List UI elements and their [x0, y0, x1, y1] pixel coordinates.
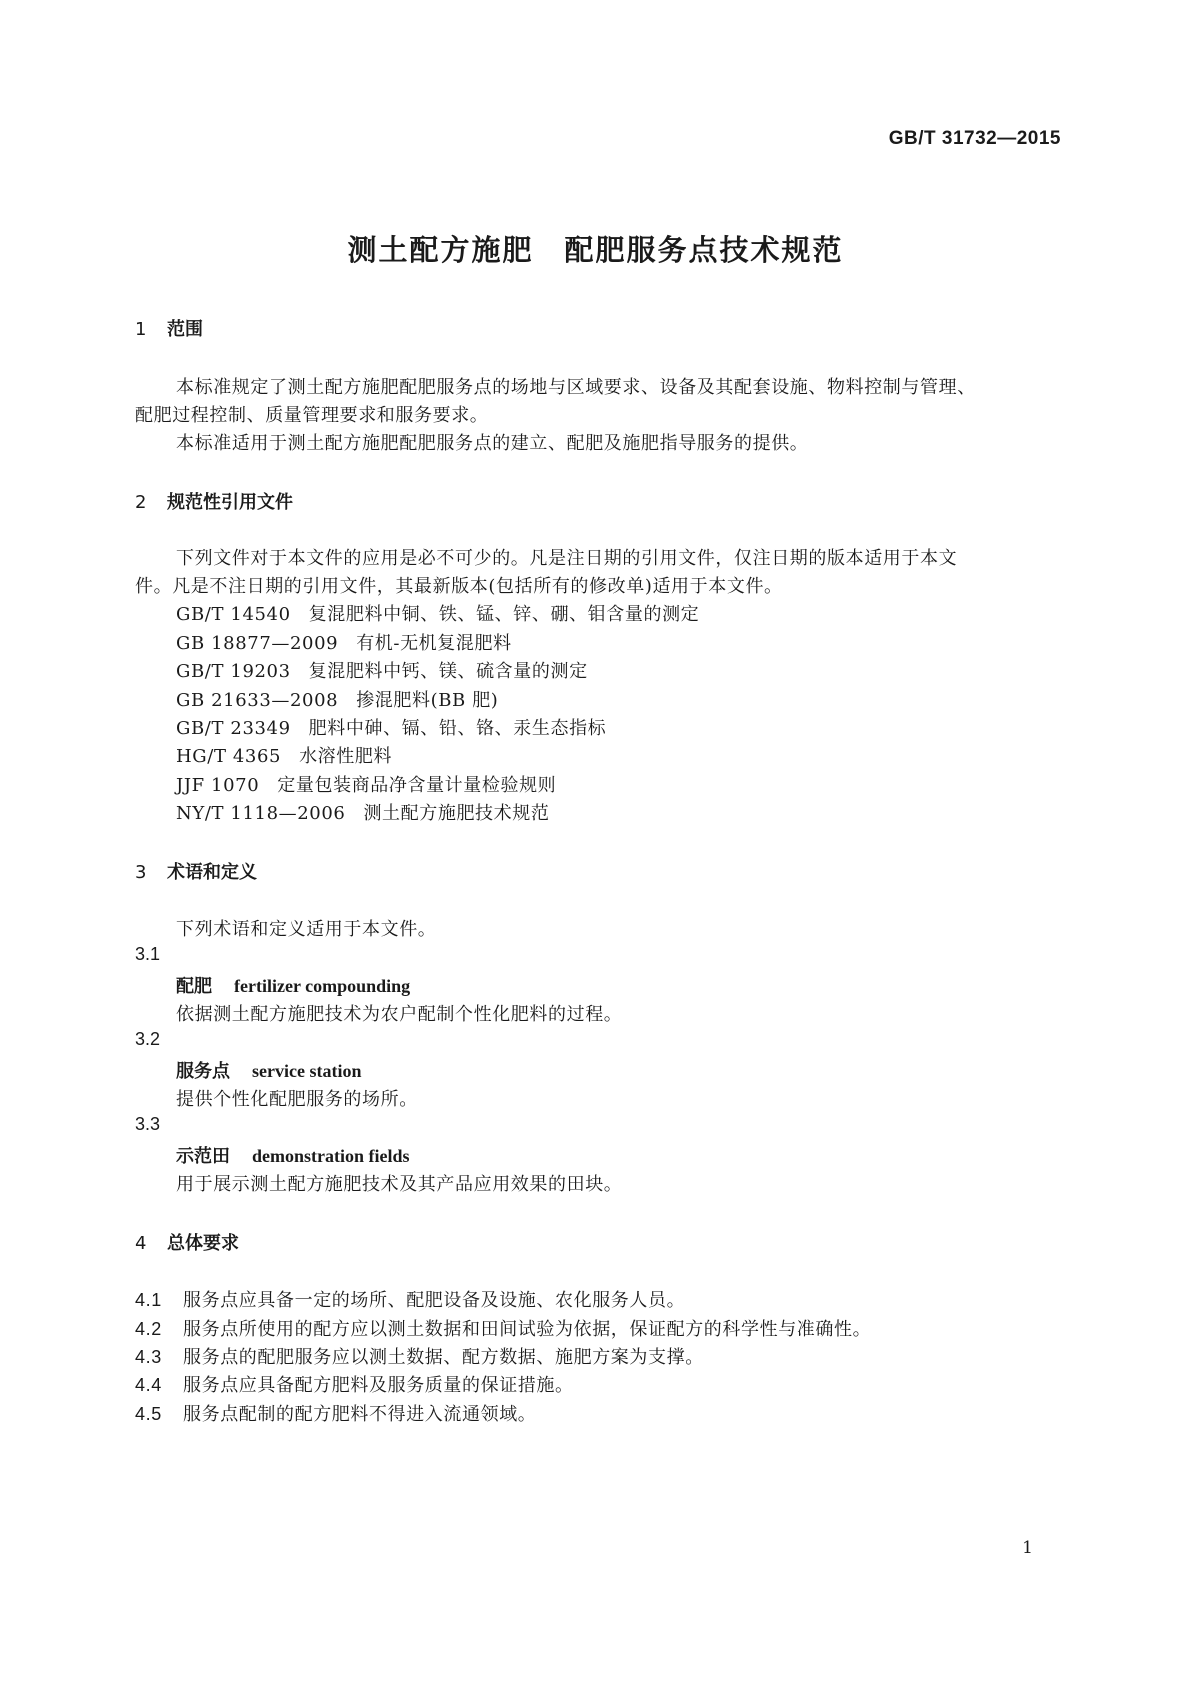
- term-english: service station: [252, 1061, 362, 1081]
- term-chinese: 配肥: [176, 976, 212, 997]
- requirement-number: 4.3: [135, 1347, 162, 1367]
- reference-item: [176, 657, 588, 683]
- requirement-item: [135, 1286, 685, 1312]
- term-definition: 依据测土配方施肥技术为农户配制个性化肥料的过程。: [176, 1004, 623, 1025]
- section-title: 规范性引用文件: [167, 492, 293, 513]
- term-definition: 用于展示测土配方施肥技术及其产品应用效果的田块。: [176, 1174, 623, 1195]
- section-title: 术语和定义: [167, 862, 257, 883]
- reference-item: [176, 686, 498, 712]
- reference-item: [176, 799, 549, 825]
- requirement-text: 服务点所使用的配方应以测土数据和田间试验为依据，保证配方的科学性与准确性。: [183, 1319, 872, 1340]
- reference-title: 测土配方施肥技术规范: [363, 803, 550, 824]
- term-number: 3.3: [135, 1114, 161, 1134]
- requirement-number: 4.4: [135, 1375, 162, 1395]
- reference-item: [176, 600, 699, 626]
- reference-code: GB/T 23349: [176, 718, 291, 739]
- page-title: 测土配方施肥 配肥服务点技术规范: [347, 233, 844, 267]
- requirement-text: 服务点应具备一定的场所、配肥设备及设施、农化服务人员。: [183, 1290, 686, 1311]
- section-heading-3: [135, 858, 257, 884]
- reference-item: [176, 742, 392, 768]
- reference-title: 掺混肥料(BB 肥): [356, 690, 499, 711]
- reference-item: [176, 714, 606, 740]
- reference-code: JJF 1070: [176, 775, 260, 796]
- term-number: 3.2: [135, 1029, 161, 1049]
- paragraph: 下列文件对于本文件的应用是必不可少的。凡是注日期的引用文件，仅注日期的版本适用于本文: [176, 548, 958, 569]
- term-heading: [176, 972, 410, 998]
- term-heading: [176, 1057, 361, 1083]
- reference-code: GB 21633—2008: [176, 690, 339, 711]
- section-heading-1: [135, 315, 203, 341]
- term-definition: 提供个性化配肥服务的场所。: [176, 1089, 418, 1110]
- paragraph: 本标准适用于测土配方施肥配肥服务点的建立、配肥及施肥指导服务的提供。: [176, 433, 809, 454]
- requirement-text: 服务点配制的配方肥料不得进入流通领域。: [183, 1404, 537, 1425]
- requirement-number: 4.1: [135, 1290, 162, 1310]
- section-title: 总体要求: [167, 1233, 239, 1254]
- paragraph: 件。凡是不注日期的引用文件，其最新版本(包括所有的修改单)适用于本文件。: [135, 576, 783, 597]
- reference-code: HG/T 4365: [176, 746, 282, 767]
- section-number: 4: [135, 1233, 147, 1254]
- requirement-text: 服务点应具备配方肥料及服务质量的保证措施。: [183, 1375, 574, 1396]
- reference-title: 水溶性肥料: [299, 746, 393, 767]
- reference-item: [176, 771, 556, 797]
- requirement-item: [135, 1315, 871, 1341]
- paragraph: 配肥过程控制、质量管理要求和服务要求。: [135, 405, 489, 426]
- reference-title: 有机-无机复混肥料: [356, 633, 512, 654]
- reference-title: 定量包装商品净含量计量检验规则: [277, 775, 557, 796]
- section-number: 1: [135, 319, 147, 340]
- reference-title: 复混肥料中铜、铁、锰、锌、硼、钼含量的测定: [308, 604, 700, 625]
- paragraph: 本标准规定了测土配方施肥配肥服务点的场地与区域要求、设备及其配套设施、物料控制与管理、: [176, 377, 976, 398]
- requirement-number: 4.5: [135, 1404, 162, 1424]
- reference-title: 肥料中砷、镉、铅、铬、汞生态指标: [308, 718, 607, 739]
- reference-item: [176, 629, 512, 655]
- section-number: 3: [135, 862, 147, 883]
- section-heading-4: [135, 1229, 239, 1255]
- reference-code: GB 18877—2009: [176, 633, 339, 654]
- reference-code: GB/T 14540: [176, 604, 291, 625]
- requirement-text: 服务点的配肥服务应以测土数据、配方数据、施肥方案为支撑。: [183, 1347, 704, 1368]
- reference-code: NY/T 1118—2006: [176, 803, 346, 824]
- page-number: 1: [1022, 1538, 1033, 1558]
- term-chinese: 示范田: [176, 1146, 230, 1167]
- requirement-item: [135, 1371, 574, 1397]
- section-title: 范围: [167, 319, 203, 340]
- section-number: 2: [135, 492, 147, 513]
- term-number: 3.1: [135, 944, 161, 964]
- term-english: demonstration fields: [252, 1146, 410, 1166]
- term-heading: [176, 1142, 410, 1168]
- reference-code: GB/T 19203: [176, 661, 291, 682]
- requirement-number: 4.2: [135, 1319, 162, 1339]
- requirement-item: [135, 1400, 536, 1426]
- paragraph: 下列术语和定义适用于本文件。: [176, 919, 437, 940]
- reference-title: 复混肥料中钙、镁、硫含量的测定: [308, 661, 588, 682]
- requirement-item: [135, 1343, 704, 1369]
- section-heading-2: [135, 488, 293, 514]
- document-number: GB/T 31732—2015: [888, 128, 1061, 149]
- term-chinese: 服务点: [176, 1061, 230, 1082]
- term-english: fertilizer compounding: [234, 976, 411, 996]
